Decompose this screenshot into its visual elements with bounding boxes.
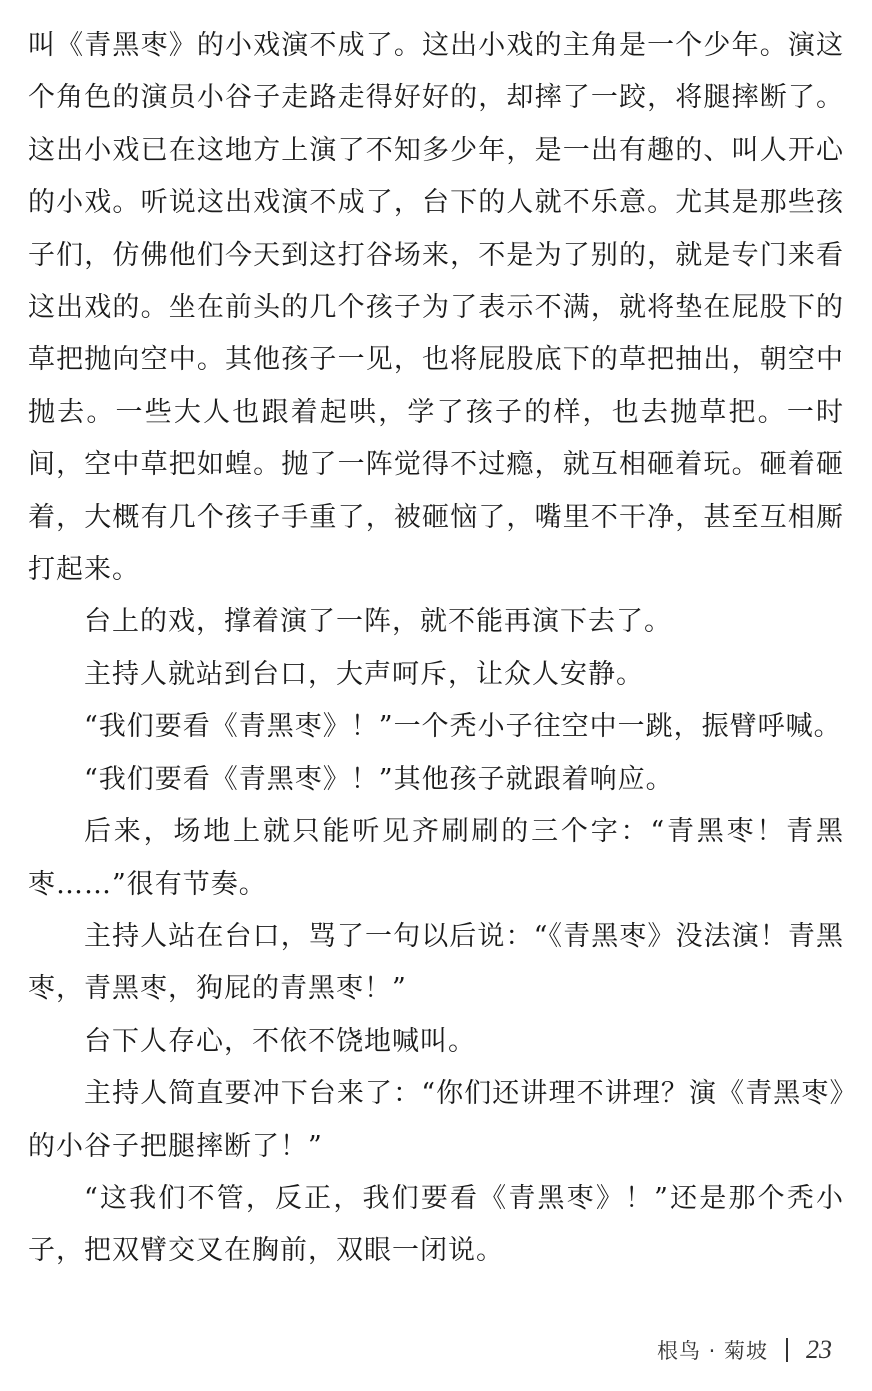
- page-footer: [657, 1332, 832, 1368]
- paragraph-6: 后来，场地上就只能听见齐刷刷的三个字：“青黑枣！青黑枣……”很有节奏。: [28, 816, 844, 900]
- paragraph-4: “我们要看《青黑枣》！”一个秃小子往空中一跳，振臂呼喊。: [84, 711, 842, 743]
- page-body: [28, 20, 844, 1278]
- paragraph-7: 主持人站在台口，骂了一句以后说：“《青黑枣》没法演！青黑枣，青黑枣，狗屁的青黑枣！”: [28, 920, 844, 1005]
- footer-divider: [786, 1338, 788, 1362]
- paragraph-2: 台上的戏，撑着演了一阵，就不能再演下去了。: [84, 606, 672, 638]
- paragraph-8: 台下人存心，不依不饶地喊叫。: [84, 1025, 476, 1057]
- paragraph-5: “我们要看《青黑枣》！”其他孩子就跟着响应。: [84, 763, 674, 795]
- running-title: 根鸟 · 菊坡: [656, 1339, 768, 1363]
- paragraph-10: “这我们不管，反正，我们要看《青黑枣》！”还是那个秃小子，把双臂交叉在胸前，双眼一闭说。: [28, 1182, 844, 1267]
- paragraph-1: 叫《青黑枣》的小戏演不成了。这出小戏的主角是一个少年。演这个角色的演员小谷子走路走得好好的，却摔了一跤，将腿摔断了。这出小戏已在这地方上演了不知多少年，是一出有趣的、叫人开心的小戏。听说这出戏演不成了，台下的人就不乐意。尤其是那些孩子们，仿佛他们今天到这打谷场来，不是为了别的，就是专门来看这出戏的。坐在前头的几个孩子为了表示不满，就将垫在屁股下的草把抛向空中。其他孩子一见，也将屁股底下的草把抽出，朝空中抛去。一些大人也跟着起哄，学了孩子的样，也去抛草把。一时间，空中草把如蝗。抛了一阵觉得不过瘾，就互相砸着玩。砸着砸着，大概有几个孩子手重了，被砸恼了，嘴里不干净，甚至互相厮打起来。: [28, 30, 844, 586]
- page-number: 23: [806, 1335, 832, 1364]
- paragraph-9: 主持人简直要冲下台来了：“你们还讲理不讲理？演《青黑枣》的小谷子把腿摔断了！”: [28, 1078, 844, 1162]
- paragraph-3: 主持人就站到台口，大声呵斥，让众人安静。: [84, 658, 644, 690]
